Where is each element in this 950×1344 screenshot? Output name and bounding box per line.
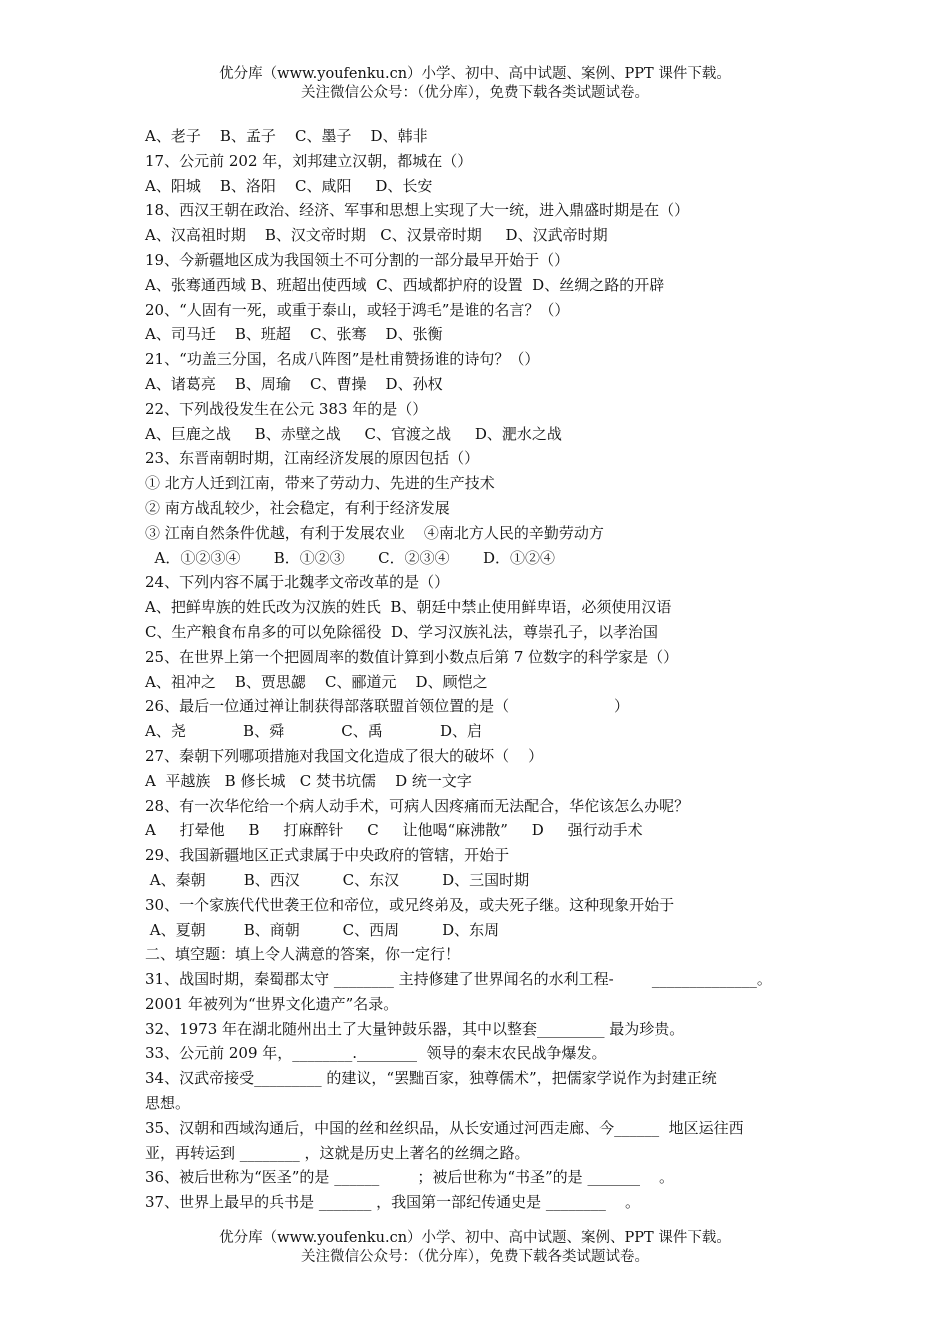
section-2-heading: 二、填空题：填上令人满意的答案，你一定行！ xyxy=(145,945,461,964)
q35-question: 35、汉朝和西域沟通后，中国的丝和丝织品，从长安通过河西走廊、今______ 地区运往西 xyxy=(145,1118,744,1137)
q25-question: 25、在世界上第一个把圆周率的数值计算到小数点后第 7 位数字的科学家是（） xyxy=(145,647,679,666)
document-body xyxy=(145,124,825,1215)
q34-question: 34、汉武帝接受_________ 的建议，“罢黜百家，独尊儒术”，把儒家学说作为封建正统 xyxy=(145,1069,717,1088)
q27-options: A 平越族 B 修长城 C 焚书坑儒 D 统一文字 xyxy=(145,771,472,790)
page-footer xyxy=(0,1229,950,1267)
q26-options: A、尧 B、舜 C、禹 D、启 xyxy=(145,722,483,741)
q31-continuation: 2001 年被列为“世界文化遗产”名录。 xyxy=(145,994,399,1013)
q25-options: A、祖冲之 B、贾思勰 C、郦道元 D、顾恺之 xyxy=(145,672,488,691)
q29-question: 29、我国新疆地区正式隶属于中央政府的管辖，开始于 xyxy=(145,846,510,865)
q24-options-cd: C、生产粮食布帛多的可以免除徭役 D、学习汉族礼法，尊崇孔子，以孝治国 xyxy=(145,622,659,641)
q30-options: A、夏朝 B、商朝 C、西周 D、东周 xyxy=(145,920,500,939)
q23-item-1: ① 北方人迁到江南，带来了劳动力、先进的生产技术 xyxy=(145,474,495,493)
footer-line-1: 优分库（www.youfenku.cn）小学、初中、高中试题、案例、PPT 课件下载。 xyxy=(219,1230,731,1246)
q23-item-3-4: ③ 江南自然条件优越，有利于发展农业 ④南北方人民的辛勤劳动方 xyxy=(145,523,604,542)
q17-options: A、阳城 B、洛阳 C、咸阳 D、长安 xyxy=(145,176,433,195)
q26-question: 26、最后一位通过禅让制获得部落联盟首领位置的是（ ） xyxy=(145,697,629,716)
q22-question: 22、下列战役发生在公元 383 年的是（） xyxy=(145,399,428,418)
q36-question: 36、被后世称为“医圣”的是 ______ ；被后世称为“书圣”的是 _______ 。 xyxy=(145,1168,675,1187)
q24-question: 24、下列内容不属于北魏孝文帝改革的是（） xyxy=(145,573,450,592)
q19-options: A、张骞通西域 B、班超出使西域 C、西域都护府的设置 D、丝绸之路的开辟 xyxy=(145,275,665,294)
footer-line-2: 关注微信公众号：（优分库），免费下载各类试题试卷。 xyxy=(301,1249,649,1265)
q29-options: A、秦朝 B、西汉 C、东汉 D、三国时期 xyxy=(145,870,530,889)
q21-question: 21、“功盖三分国，名成八阵图”是杜甫赞扬谁的诗句？（） xyxy=(145,350,540,369)
header-line-2: 关注微信公众号：（优分库），免费下载各类试题试卷。 xyxy=(301,85,649,101)
q18-options: A、汉高祖时期 B、汉文帝时期 C、汉景帝时期 D、汉武帝时期 xyxy=(145,226,608,245)
q16-options: A、老子 B、孟子 C、墨子 D、韩非 xyxy=(145,127,428,145)
q33-question: 33、公元前 209 年，________.________ 领导的秦末农民战争爆发。 xyxy=(145,1044,607,1063)
q17-question: 17、公元前 202 年，刘邦建立汉朝，都城在（） xyxy=(145,151,473,170)
q34-continuation: 思想。 xyxy=(145,1094,191,1113)
header-line-1: 优分库（www.youfenku.cn）小学、初中、高中试题、案例、PPT 课件下载。 xyxy=(219,66,731,82)
q20-question: 20、“人固有一死，或重于泰山，或轻于鸿毛”是谁的名言？（） xyxy=(145,300,570,319)
q23-item-2: ② 南方战乱较少，社会稳定，有利于经济发展 xyxy=(145,498,450,517)
q19-question: 19、今新疆地区成为我国领土不可分割的一部分最早开始于（） xyxy=(145,250,570,269)
q21-options: A、诸葛亮 B、周瑜 C、曹操 D、孙权 xyxy=(145,374,443,393)
q22-options: A、巨鹿之战 B、赤壁之战 C、官渡之战 D、淝水之战 xyxy=(145,424,562,443)
q27-question: 27、秦朝下列哪项措施对我国文化造成了很大的破坏（ ） xyxy=(145,746,544,765)
q18-question: 18、西汉王朝在政治、经济、军事和思想上实现了大一统，进入鼎盛时期是在（） xyxy=(145,201,690,220)
q23-options: A．①②③④ B．①②③ C．②③④ D．①②④ xyxy=(145,548,556,567)
page-header xyxy=(0,65,950,103)
q35-continuation: 亚，再转运到 ________ ，这就是历史上著名的丝绸之路。 xyxy=(145,1143,530,1162)
q31-question: 31、战国时期，秦蜀郡太守 ________ 主持修建了世界闻名的水利工程- ______________。 xyxy=(145,970,772,989)
q32-question: 32、1973 年在湖北随州出土了大量钟鼓乐器，其中以整套_________ 最为珍贵。 xyxy=(145,1019,685,1038)
q37-question: 37、世界上最早的兵书是 _______ ，我国第一部纪传通史是 ________ 。 xyxy=(145,1193,640,1212)
q24-options-ab: A、把鲜卑族的姓氏改为汉族的姓氏 B、朝廷中禁止使用鲜卑语，必须使用汉语 xyxy=(145,598,672,617)
q28-options: A 打晕他 B 打麻醉针 C 让他喝“麻沸散” D 强行动手术 xyxy=(145,821,643,840)
q23-question: 23、东晋南朝时期，江南经济发展的原因包括（） xyxy=(145,449,480,468)
q20-options: A、司马迁 B、班超 C、张骞 D、张衡 xyxy=(145,325,443,344)
q28-question: 28、有一次华佗给一个病人动手术，可病人因疼痛而无法配合，华佗该怎么办呢？ xyxy=(145,796,690,815)
q30-question: 30、一个家族代代世袭王位和帝位，或兄终弟及，或夫死子继。这种现象开始于 xyxy=(145,895,675,914)
